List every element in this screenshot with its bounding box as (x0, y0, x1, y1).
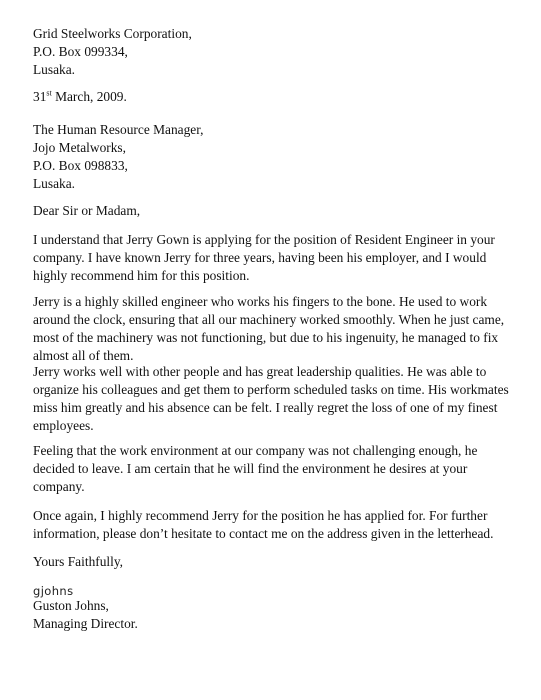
closing: Yours Faithfully, (33, 554, 124, 569)
salutation: Dear Sir or Madam, (33, 203, 141, 218)
date-suffix: st (46, 88, 52, 98)
body-paragraph-1 (33, 231, 538, 285)
body-paragraph-4 (33, 442, 538, 496)
signature-mark: gjohns (33, 584, 74, 598)
body-paragraph-5 (33, 507, 538, 543)
sender-city: Lusaka. (33, 62, 76, 77)
paragraph-line: almost all of them. (33, 348, 134, 363)
paragraph-line: decided to leave. I am certain that he will find the environment he desires at your (33, 461, 468, 476)
letter-date (33, 88, 538, 106)
date-rest: March, 2009. (51, 89, 127, 104)
sender-company: Grid Steelworks Corporation, (33, 26, 192, 41)
paragraph-line: Jerry is a highly skilled engineer who works his fingers to the bone. He used to work (33, 294, 488, 309)
recipient-company: Jojo Metalworks, (33, 140, 126, 155)
signer-title: Managing Director. (33, 616, 138, 631)
paragraph-line: around the clock, ensuring that all our machinery worked smoothly. When he just came, (33, 312, 505, 327)
paragraph-line: Jerry works well with other people and has great leadership qualities. He was able to (33, 364, 487, 379)
paragraph-line: organize his colleagues and get them to perform scheduled tasks on time. His workmates (33, 382, 509, 397)
paragraph-line: highly recommend him for this position. (33, 268, 250, 283)
body-paragraph-2 (33, 293, 538, 365)
date-day: 31 (33, 89, 47, 104)
sender-address (33, 25, 538, 79)
body-paragraph-3 (33, 363, 538, 435)
paragraph-line: employees. (33, 418, 94, 433)
paragraph-line: most of the machinery was not functioning, but due to his ingenuity, he managed to fix (33, 330, 499, 345)
signer-block (33, 597, 538, 633)
paragraph-line: company. I have known Jerry for three years, having been his employer, and I would (33, 250, 487, 265)
recipient-po-box: P.O. Box 098833, (33, 158, 128, 173)
paragraph-line: Feeling that the work environment at our company was not challenging enough, he (33, 443, 478, 458)
recipient-city: Lusaka. (33, 176, 76, 191)
paragraph-line: information, please don’t hesitate to contact me on the address given in the letterhead. (33, 526, 494, 541)
paragraph-line: miss him greatly and his absence can be felt. I really regret the loss of one of my finest (33, 400, 498, 415)
recipient-title: The Human Resource Manager, (33, 122, 204, 137)
paragraph-line: company. (33, 479, 85, 494)
sender-po-box: P.O. Box 099334, (33, 44, 128, 59)
paragraph-line: I understand that Jerry Gown is applying for the position of Resident Engineer in your (33, 232, 495, 247)
signer-name: Guston Johns, (33, 598, 109, 613)
paragraph-line: Once again, I highly recommend Jerry for the position he has applied for. For further (33, 508, 488, 523)
recipient-address (33, 121, 538, 193)
